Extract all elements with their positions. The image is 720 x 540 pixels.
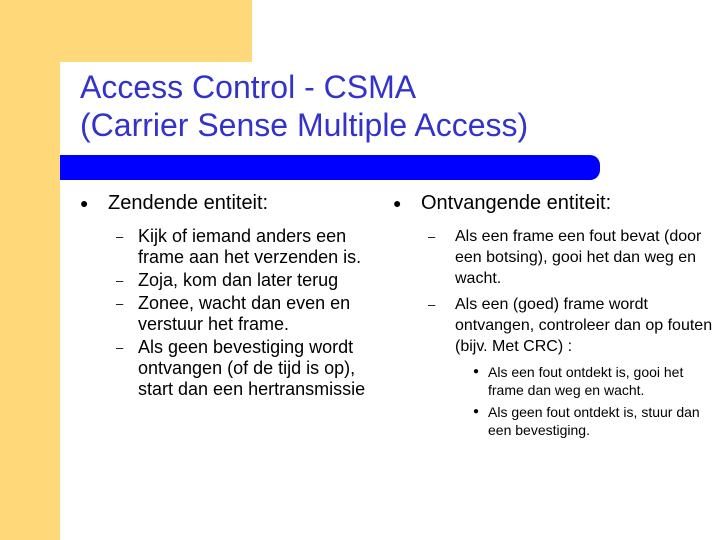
right-heading-text: Ontvangende entiteit: <box>421 192 612 214</box>
dash-icon: – <box>428 229 436 244</box>
top-decoration-block <box>0 0 252 62</box>
list-item: – Als een (goed) frame wordt ontvangen, controleer dan op fouten (bijv. Met CRC) : <box>428 296 713 355</box>
left-list <box>80 226 380 400</box>
right-column <box>393 190 713 443</box>
filled-circle-icon: ● <box>80 195 89 211</box>
dash-icon: – <box>428 297 436 312</box>
filled-circle-icon: ● <box>473 406 480 417</box>
dash-icon: – <box>116 296 124 311</box>
list-item: – Als een frame een fout bevat (door een botsing), gooi het dan weg en wacht. <box>428 228 702 287</box>
list-item: – Kijk of iemand anders een frame aan het verzenden is. <box>116 226 362 267</box>
list-item: – Als geen bevestiging wordt ontvangen (of de tijd is op), start dan een hertransmissie <box>116 337 366 399</box>
title-underline-bar <box>60 155 600 180</box>
dash-icon: – <box>116 340 124 355</box>
dash-icon: – <box>116 229 124 244</box>
list-item: – Zonee, wacht dan even en verstuur het frame. <box>116 293 351 334</box>
title-line-1: Access Control - CSMA <box>80 69 417 105</box>
filled-circle-icon: ● <box>393 195 402 211</box>
right-list <box>393 226 713 357</box>
left-column <box>80 190 380 402</box>
dash-icon: – <box>116 273 124 288</box>
left-heading <box>80 190 380 216</box>
title-line-2: (Carrier Sense Multiple Access) <box>80 107 529 143</box>
filled-circle-icon: ● <box>473 366 480 377</box>
sub-list-item: ● Als een fout ontdekt is, gooi het frame dan weg en wacht. <box>473 364 684 398</box>
list-item: – Zoja, kom dan later terug <box>116 270 339 290</box>
sub-list-item: ● Als geen fout ontdekt is, stuur dan een bevestiging. <box>473 404 700 438</box>
right-sublist <box>393 363 713 439</box>
left-heading-text: Zendende entiteit: <box>108 192 269 214</box>
left-decoration-strip <box>0 0 60 540</box>
slide-title <box>80 68 700 144</box>
right-heading <box>393 190 713 216</box>
